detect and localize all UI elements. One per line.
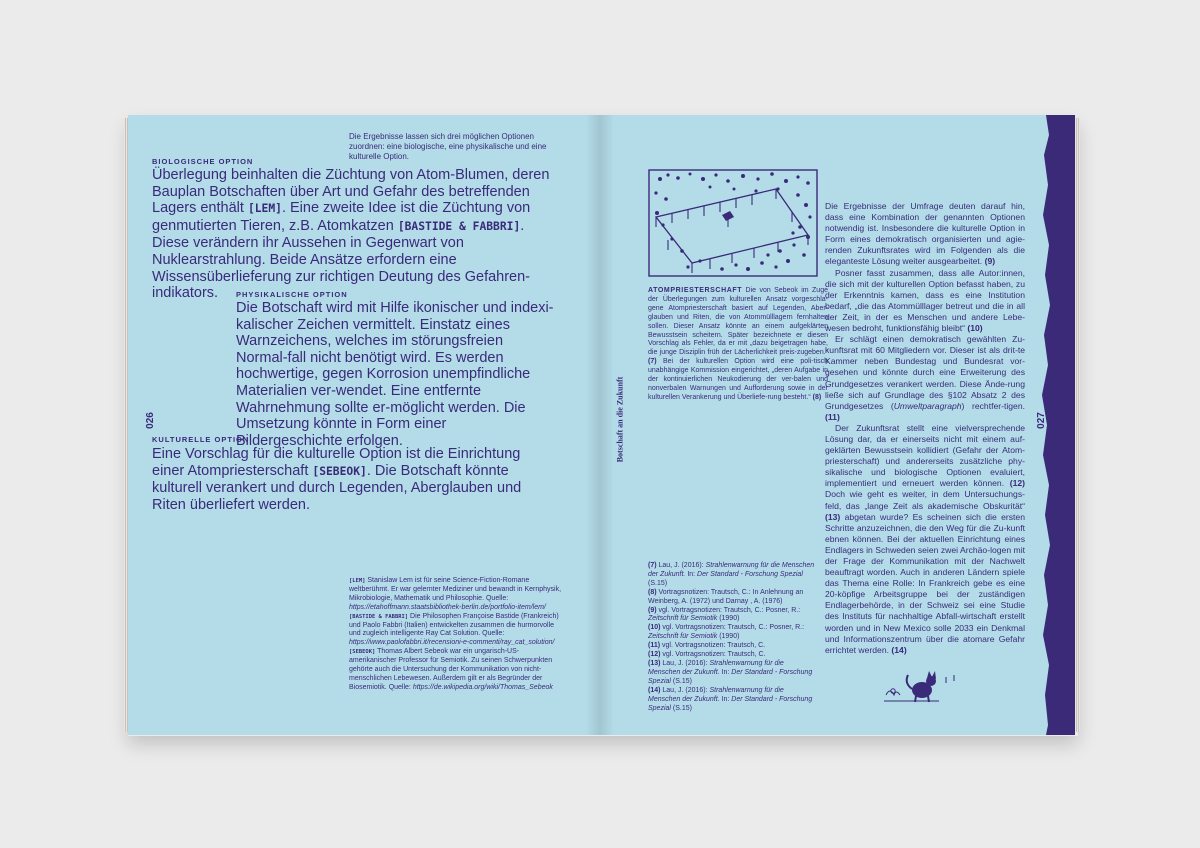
sidenotes (349, 577, 564, 693)
left-page (128, 115, 600, 735)
ref-sebeok: [SEBEOK] (312, 464, 367, 478)
footnote-9: (9) vgl. Vortragsnotizen: Trautsch, C.: Posner, R.: Zeitschrift für Semiotik (1990) (648, 606, 801, 623)
page-number-left: 026 (144, 412, 156, 429)
physical-option-label: PHYSIKALISCHE OPTION (236, 290, 348, 299)
book-gutter (586, 115, 614, 735)
sidenote-lem: [LEM] Stanislaw Lem ist für seine Science-Fiction-Romane weltberühmt. Er war gelernter Mediziner und bewandt in Kernphysik, Mikrobiologie, Mathematik und Philosophie. Quelle: https://etahoffmann.staatsbibliothek-berlin.de/portfolio-item/lem/ (349, 577, 562, 611)
intro-text: Die Ergebnisse lassen sich drei möglichen Optionen zuordnen: eine biologische, eine physikalische und eine kulturelle Option. (349, 132, 547, 161)
paragraph-3: Er schlägt einen demokratisch gewählten Zu-kunftsrat mit 60 Mitgliedern vor. Dieser ist als drit-te Kammer neben Bundestag und Bundesrat vor-gesehen und könnte durch eine Erweiterung des Grundgesetzes verankert werden. Diese Ände-rung ließe sich auf Grundlage des §102 Absatz 2 des Grundgesetzes (Umweltparagraph) rechtfer-tigen. (11) (825, 334, 1025, 422)
biological-option-label: BIOLOGISCHE OPTION (152, 157, 254, 166)
source-link[interactable]: https://etahoffmann.staatsbibliothek-berlin.de/portfolio-item/lem/ (349, 603, 546, 611)
cultural-option-label: KULTURELLE OPTION (152, 435, 250, 444)
page-number-right: 027 (1035, 412, 1047, 429)
ref-lem: [LEM] (247, 202, 282, 216)
running-head: Botschaft an die Zukunft (615, 376, 625, 463)
priesthood-sidebar: ATOMPRIESTERSCHAFT Die von Sebeok im Zuge der Überlegungen zum kulturellen Ansatz vorgeschla-gene Atompriesterschaft basiert auf Legenden, Aber-glauben und Riten, die von Atommülllagern fernhalten sollen. Dieser Ansatz könnte an einem aufgeklärten Bewusstsein scheitern. Später bezeichnete er diesen Vorschlag als Fehler, da er mit „dazu beigetragen habe, die junge Disziplin früh der Lächerlichkeit preis-zugeben.“ (7) Bei der kulturellen Option wird eine poli-tisch unabhängige Kommission eingerichtet, „deren Aufgabe in der kontinuierlichen Neukodierung der ver-balen und nonverbalen Warnungen und Aufforderung sowie in der kulturellen Verankerung und Überliefe-rung besteht.“ (8) (648, 287, 828, 401)
footnote-14: (14) Lau, J. (2016): Strahlenwarnung für die Menschen der Zukunft. In: Der Standard - Forschung Spezial (S.15) (648, 686, 813, 712)
biological-option-text: Überlegung beinhalten die Züchtung von Atom-Blumen, deren Bauplan Botschaften über Art und Gefahr des betreffenden Lagers enthält [LEM]. Eine zweite Idee ist die Züchtung von genmutierten Tieren, z.B. Atomkatzen [BASTIDE & FABBRI]. Diese verändern ihr Aussehen in Gegenwart von Nuklearstrahlung. Beide Ansätze erfordern eine Wissensüberlieferung zur richtigen Deutung des Gefahren-indikators. (152, 167, 550, 302)
footnote-8: (8) Vortragsnotizen: Trautsch, C.: In Anlehnung an Weinberg, A. (1972) und Darnay , A. (1976) (648, 588, 804, 605)
page-edges-right (1075, 118, 1080, 732)
footnotes (648, 562, 818, 713)
cultural-option-text: Eine Vorschlag für die kulturelle Option ist die Einrichtung einer Atompriesterschaft [SEBEOK]. Die Botschaft könnte kulturell verankert und durch Legenden, Aberglauben und Riten überliefert werden. (152, 446, 522, 513)
footnote-13: (13) Lau, J. (2016): Strahlenwarnung für die Menschen der Zukunft. In: Der Standard - Forschung Spezial (S.15) (648, 659, 813, 685)
footnote-7: (7) Lau, J. (2016): Strahlenwarnung für die Menschen der Zukunft. In: Der Standard - Forschung Spezial (S.15) (648, 562, 815, 587)
fenced-field-illustration (648, 169, 818, 277)
right-page (600, 115, 1050, 735)
physical-option-text: Die Botschaft wird mit Hilfe ikonischer und indexi-kalischer Zeichen vermittelt. Einstatz eines Warnzeichens, welches im störungsfreien Normal-fall nicht benötigt wird. Es werden hochwertige, gegen Korrosion unempfindliche Materialien ver-wendet. Eine entfernte Wahrnehmung sollte er-möglicht werden. Die Umsetzung könnte in Form einer Bildergeschichte erfolgen. (236, 300, 554, 449)
paragraph-1: Die Ergebnisse der Umfrage deuten darauf hin, dass eine Kombination der genannten Optionen notwendig ist. Insbesondere die kulturelle Option in Form eines demokratisch organisierten und agie-renden Zukunftsrates wird im Folgenden als die eleganteste Lösung weiter ausgearbeitet. (9) (825, 201, 1025, 267)
priesthood-label: ATOMPRIESTERSCHAFT (648, 287, 743, 294)
footnote-12: (12) vgl. Vortragsnotizen: Trautsch, C. (648, 651, 766, 659)
sidenote-bastide-fabbri: [BASTIDE & FABBRI] Die Philosophen Françoise Bastide (Frankreich) und Paolo Fabbri (Italien) entwickelten zusammen die hurmorvolle und zugleich intelligente Ray Cat Solution. Quelle: https://www.paolofabbri.it/recensioni-e-commenti/ray_cat_solution/ (349, 612, 559, 647)
source-link[interactable]: https://de.wikipedia.org/wiki/Thomas_Sebeok (412, 683, 553, 691)
cat-doodle-illustration (884, 671, 964, 711)
ref-bastide-fabbri: [BASTIDE & FABBRI] (397, 219, 521, 233)
paragraph-4: Der Zukunftsrat stellt eine vielversprechende Lösung dar, da er einerseits nicht mit einem auf-geklärten Bewusstsein kollidiert (Gefahr der Atom-priesterschaft) und andererseits zusätzliche phy-sikalische und biologische Optionen evaluiert, implementiert und erneuert werden können. (12) Doch wie geht es weiter, in dem Untersuchungs-feld, das „lange Zeit als akademische Obskurität“ (13) abgetan wurde? Es scheinen sich die ersten Schritte anzuzeichnen, die den Weg für die Zu-kunft ebnen können. Bei der aktuellen Einrichtung eines Endlagers in Schweden seien zwei Archäo-logen mit der Frage der Kommunikation mit der Nachwelt beauftragt worden. Auch in anderen Ländern spiele das Thema eine Rolle: In Frankreich gebe es eine 20-köpfige Arbeitsgruppe bei der zuständigen Endlagerbehörde, in der Schweiz sei eine Studie des Instituts für nachhaltige Abfall-wirtschaft erstellt worden und in New Mexico solle 2033 ein Denkmal und Informationszentrum über die atomare Gefahr errichtet werden. (14) (825, 422, 1025, 655)
main-text-column (825, 201, 1025, 656)
source-link[interactable]: https://www.paolofabbri.it/recensioni-e-commenti/ray_cat_solution/ (349, 639, 555, 647)
footnote-11: (11) vgl. Vortragsnotizen: Trautsch, C. (648, 642, 766, 650)
dark-edge-strip (1050, 115, 1075, 735)
sidenote-sebeok: [SEBEOK] Thomas Albert Sebeok war ein ungarisch-US-amerikanischer Professor für Semiotik. Zu seinen Schwerpunkten gehörte auch die Untersuchung der Kommunikation von nicht-menschlichen Lebewesen. Außerdem gilt er als Begründer der Biosemiotik. Quelle: https://de.wikipedia.org/wiki/Thomas_Sebeok (349, 648, 553, 691)
footnote-10: (10) vgl. Vortragsnotizen: Trautsch, C.: Posner, R.: Zeitschrift für Semiotik (1990) (648, 624, 805, 641)
paragraph-2: Posner fasst zusammen, dass alle Autor:innen, die sich mit der kulturellen Option befasst haben, zu der Erkenntnis kamen, dass es eine Institution bedarf, „die das Atommülllager betreut und die in all der Zeit, in der es Menschen und andere Lebe-wesen bedroht, funktionsfähig bleibt“ (10) (825, 267, 1025, 334)
